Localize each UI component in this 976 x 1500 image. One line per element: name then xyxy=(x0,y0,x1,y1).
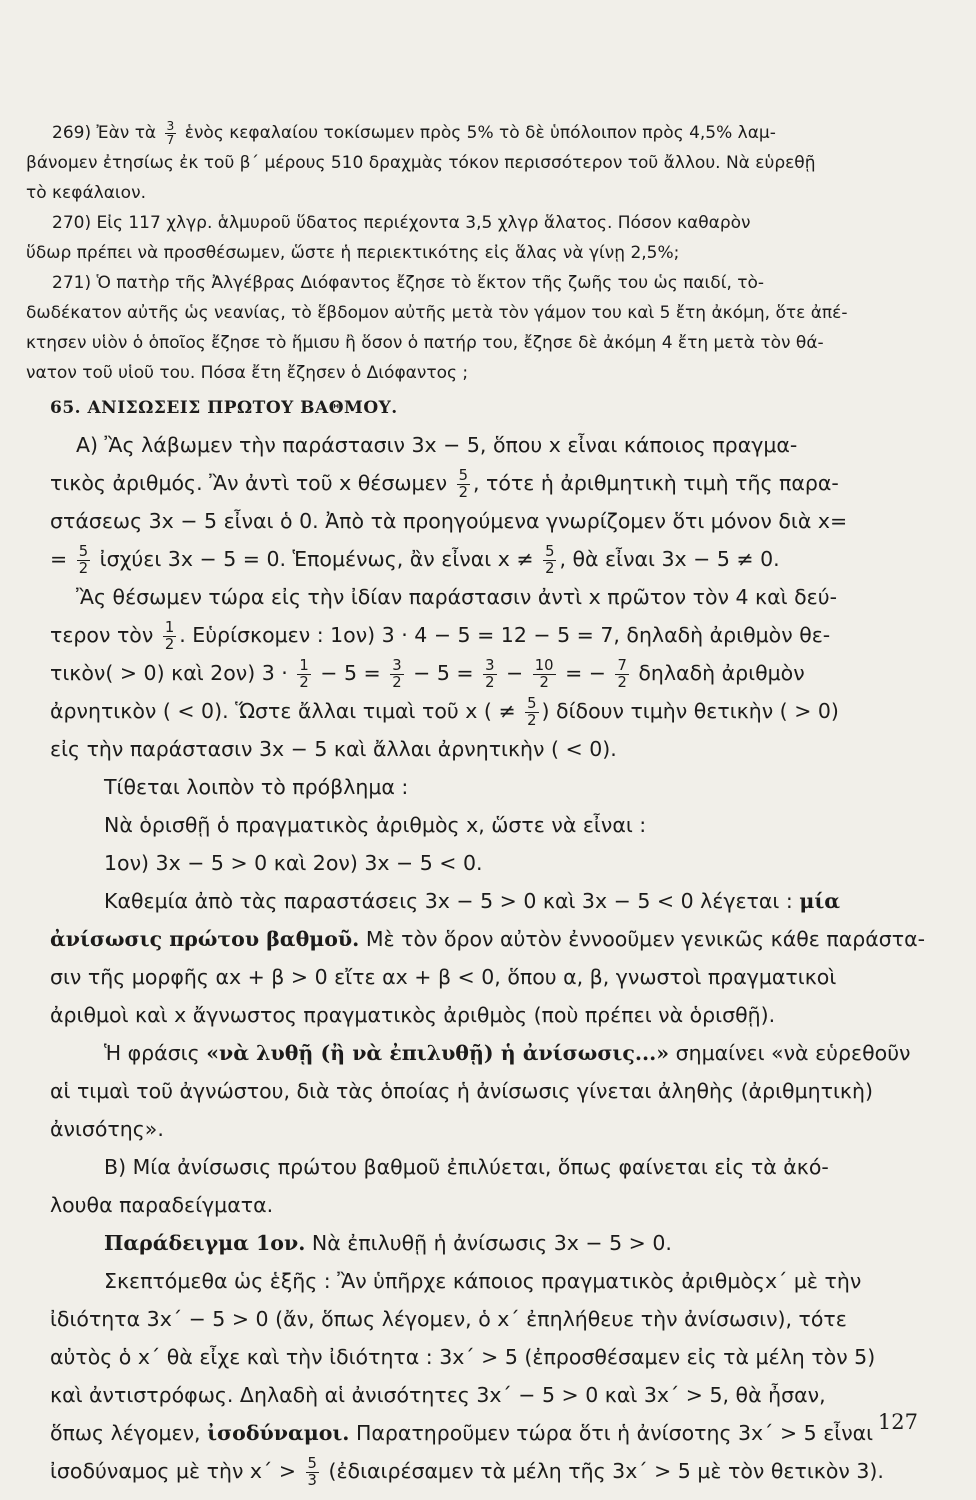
bold-term: μία xyxy=(799,889,841,913)
fraction-five-halves: $\frac{5}{2}$ xyxy=(527,695,537,729)
body-line: ἰσοδύναμος μὲ τὴν x΄ > $\frac{5}{3}$ (ἐδιαιρέσαμεν τὰ μέλη τῆς 3x΄ > 5 μὲ τὸν θετικὸν 3). xyxy=(50,1455,884,1489)
fraction-three-halves: $\frac{3}{2}$ xyxy=(485,657,495,691)
body-line: ἀνισότης». xyxy=(50,1117,164,1141)
fraction-one-half: $\frac{1}{2}$ xyxy=(299,657,309,691)
body-line: στάσεως 3x − 5 εἶναι ὁ 0. Ἀπὸ τὰ προηγούμενα γνωρίζομεν ὅτι μόνον διὰ x= xyxy=(50,509,848,533)
body-line: Ἡ φράσις «νὰ λυθῇ (ἢ νὰ ἐπιλυθῇ) ἡ ἀνίσωσις...» σημαίνει «νὰ εὑρεθοῦν xyxy=(104,1041,911,1065)
body-line: Ἂς θέσωμεν τώρα εἰς τὴν ἰδίαν παράστασιν ἀντὶ x πρῶτον τὸν 4 καὶ δεύ- xyxy=(76,585,837,609)
body-line: ἰδιότητα 3x΄ − 5 > 0 (ἄν, ὅπως λέγομεν, ὁ x΄ ἐπηλήθευε τὴν ἀνίσωσιν), τότε xyxy=(50,1307,847,1331)
problem-269-line-3: τὸ κεφάλαιον. xyxy=(26,183,146,203)
body-line: Α) Ἂς λάβωμεν τὴν παράστασιν 3x − 5, ὅπου x εἶναι κάποιος πραγμα- xyxy=(76,433,798,457)
problem-269-line-2: βάνομεν ἐτησίως ἐκ τοῦ β΄ μέρους 510 δραχμὰς τόκον περισσότερον τοῦ ἄλλου. Νὰ εὑρεθῇ xyxy=(26,153,816,173)
body-line: Καθεμία ἀπὸ τὰς παραστάσεις 3x − 5 > 0 καὶ 3x − 5 < 0 λέγεται : μία xyxy=(104,889,841,913)
body-line: λουθα παραδείγματα. xyxy=(50,1193,274,1217)
body-line: αἱ τιμαὶ τοῦ ἀγνώστου, διὰ τὰς ὁποίας ἡ ἀνίσωσις γίνεται ἀληθὴς (ἀριθμητικὴ) xyxy=(50,1079,873,1103)
body-line: Β) Μία ἀνίσωσις πρώτου βαθμοῦ ἐπιλύεται, ὅπως φαίνεται εἰς τὰ ἀκό- xyxy=(104,1155,829,1179)
body-line: σιν τῆς μορφῆς αx + β > 0 εἴτε αx + β < 0, ὅπου α, β, γνωστοὶ πραγματικοὶ xyxy=(50,965,837,989)
body-line: τικὸς ἀριθμός. Ἂν ἀντὶ τοῦ x θέσωμεν $\frac{5}{2}$ , τότε ἡ ἀριθμητικὴ τιμὴ τῆς παρα- xyxy=(50,467,839,501)
body-line: Παράδειγμα 1ον. Νὰ ἐπιλυθῇ ἡ ἀνίσωσις 3x − 5 > 0. xyxy=(104,1231,672,1255)
bold-term: ἰσοδύναμοι. xyxy=(207,1421,350,1445)
body-line: ἀρνητικὸν ( < 0). Ὥστε ἄλλαι τιμαὶ τοῦ x ( ≠ $\frac{5}{2}$ ) δίδουν τιμὴν θετικὴν ( > 0) xyxy=(50,695,839,729)
body-line: καὶ ἀντιστρόφως. Δηλαδὴ αἱ ἀνισότητες 3x΄ − 5 > 0 καὶ 3x΄ > 5, θὰ ἦσαν, xyxy=(50,1383,826,1407)
problem-271-line-1: 271) Ὁ πατὴρ τῆς Ἀλγέβρας Διόφαντος ἔζησε τὸ ἕκτον τῆς ζωῆς του ὡς παιδί, τὸ- xyxy=(52,273,765,293)
fraction-one-half: $\frac{1}{2}$ xyxy=(164,619,175,653)
problem-270-line-2: ὕδωρ πρέπει νὰ προσθέσωμεν, ὥστε ἡ περιεκτικότης εἰς ἅλας νὰ γίνῃ 2,5%; xyxy=(26,243,680,263)
body-line: τερον τὸν $\frac{1}{2}$ . Εὑρίσκομεν : 1ον) 3 · 4 − 5 = 12 − 5 = 7, δηλαδὴ ἀριθμὸν θε- xyxy=(50,619,831,653)
fraction-five-thirds: $\frac{5}{3}$ xyxy=(307,1455,317,1489)
section-heading: 65. ΑΝΙΣΩΣΕΙΣ ΠΡΩΤΟΥ ΒΑΘΜΟΥ. xyxy=(50,398,398,418)
problem-271-line-2: δωδέκατον αὐτῆς ὡς νεανίας, τὸ ἕβδομον αὐτῆς μετὰ τὸν γάμον του καὶ 5 ἔτη ἀκόμη, ὅτε ἀπέ- xyxy=(26,303,848,323)
body-line: 1ον) 3x − 5 > 0 καὶ 2ον) 3x − 5 < 0. xyxy=(104,851,483,875)
body-line: αὐτὸς ὁ x΄ θὰ εἶχε καὶ τὴν ἰδιότητα : 3x΄ > 5 (ἐπροσθέσαμεν εἰς τὰ μέλη τὸν 5) xyxy=(50,1345,876,1369)
bold-term: Παράδειγμα 1ον. xyxy=(104,1231,306,1255)
body-line: Σκεπτόμεθα ὡς ἑξῆς : Ἂν ὑπῆρχε κάποιος πραγματικὸς ἀριθμὸςx΄ μὲ τὴν xyxy=(104,1269,862,1293)
body-line: = $\frac{5}{2}$ ἰσχύει 3x − 5 = 0. Ἑπομένως, ἂν εἶναι x ≠ $\frac{5}{2}$ , θὰ εἶναι 3x − 5 ≠ 0. xyxy=(50,543,780,577)
body-line: ὅπως λέγομεν, ἰσοδύναμοι. Παρατηροῦμεν τώρα ὅτι ἡ ἀνίσοτης 3x΄ > 5 εἶναι xyxy=(50,1421,874,1445)
body-line: Τίθεται λοιπὸν τὸ πρόβλημα : xyxy=(104,775,409,799)
bold-term: ἀνίσωσις πρώτου βαθμοῦ. xyxy=(50,927,360,951)
problem-270-line-1: 270) Εἰς 117 χλγρ. ἁλμυροῦ ὕδατος περιέχοντα 3,5 χλγρ ἅλατος. Πόσον καθαρὸν xyxy=(52,213,751,233)
bold-term: «νὰ λυθῇ (ἢ νὰ ἐπιλυθῇ) ἡ ἀνίσωσις...» xyxy=(206,1041,670,1065)
section-body xyxy=(50,426,926,1490)
fraction-five-halves: $\frac{5}{2}$ xyxy=(78,543,89,577)
fraction-three-sevenths: $\frac{3}{7}$ xyxy=(166,118,175,147)
fraction-three-halves: $\frac{3}{2}$ xyxy=(392,657,402,691)
problem-271-line-4: νατον τοῦ υἱοῦ του. Πόσα ἔτη ἔζησεν ὁ Διόφαντος ; xyxy=(26,363,469,383)
fraction-five-halves: $\frac{5}{2}$ xyxy=(545,543,555,577)
fraction-seven-halves: $\frac{7}{2}$ xyxy=(617,657,627,691)
body-line: Νὰ ὁρισθῇ ὁ πραγματικὸς ἀριθμὸς x, ὥστε νὰ εἶναι : xyxy=(104,813,647,837)
fraction-five-halves: $\frac{5}{2}$ xyxy=(458,467,469,501)
body-line: εἰς τὴν παράστασιν 3x − 5 καὶ ἄλλαι ἀρνητικὴν ( < 0). xyxy=(50,737,617,761)
body-line: τικὸν( > 0) καὶ 2ον) 3 · $\frac{1}{2}$ − 5 = $\frac{3}{2}$ − 5 = $\frac{3}{2}$ − $\frac{10}{2}$ = − $\frac{7}{2}$ δηλαδὴ ἀριθμὸν xyxy=(50,657,805,691)
problem-269-line-1: 269) Ἐὰν τὰ $\frac{3}{7}$ ἑνὸς κεφαλαίου τοκίσωμεν πρὸς 5% τὸ δὲ ὑπόλοιπον πρὸς 4,5% λαμ- xyxy=(52,118,776,147)
problem-271-line-3: κτησεν υἱὸν ὁ ὁποῖος ἔζησε τὸ ἥμισυ ἢ ὅσον ὁ πατήρ του, ἔζησε δὲ ἀκόμη 4 ἔτη μετὰ τὸν θά- xyxy=(26,333,824,353)
fraction-ten-halves: $\frac{10}{2}$ xyxy=(534,657,554,691)
problems-block xyxy=(26,118,916,388)
body-line: ἀνίσωσις πρώτου βαθμοῦ. Μὲ τὸν ὅρον αὐτὸν ἐννοοῦμεν γενικῶς κάθε παράστα- xyxy=(50,927,926,951)
body-line: ἀριθμοὶ καὶ x ἄγνωστος πραγματικὸς ἀριθμὸς (ποὺ πρέπει νὰ ὁρισθῇ). xyxy=(50,1003,776,1027)
page-number: 127 xyxy=(877,1410,918,1434)
